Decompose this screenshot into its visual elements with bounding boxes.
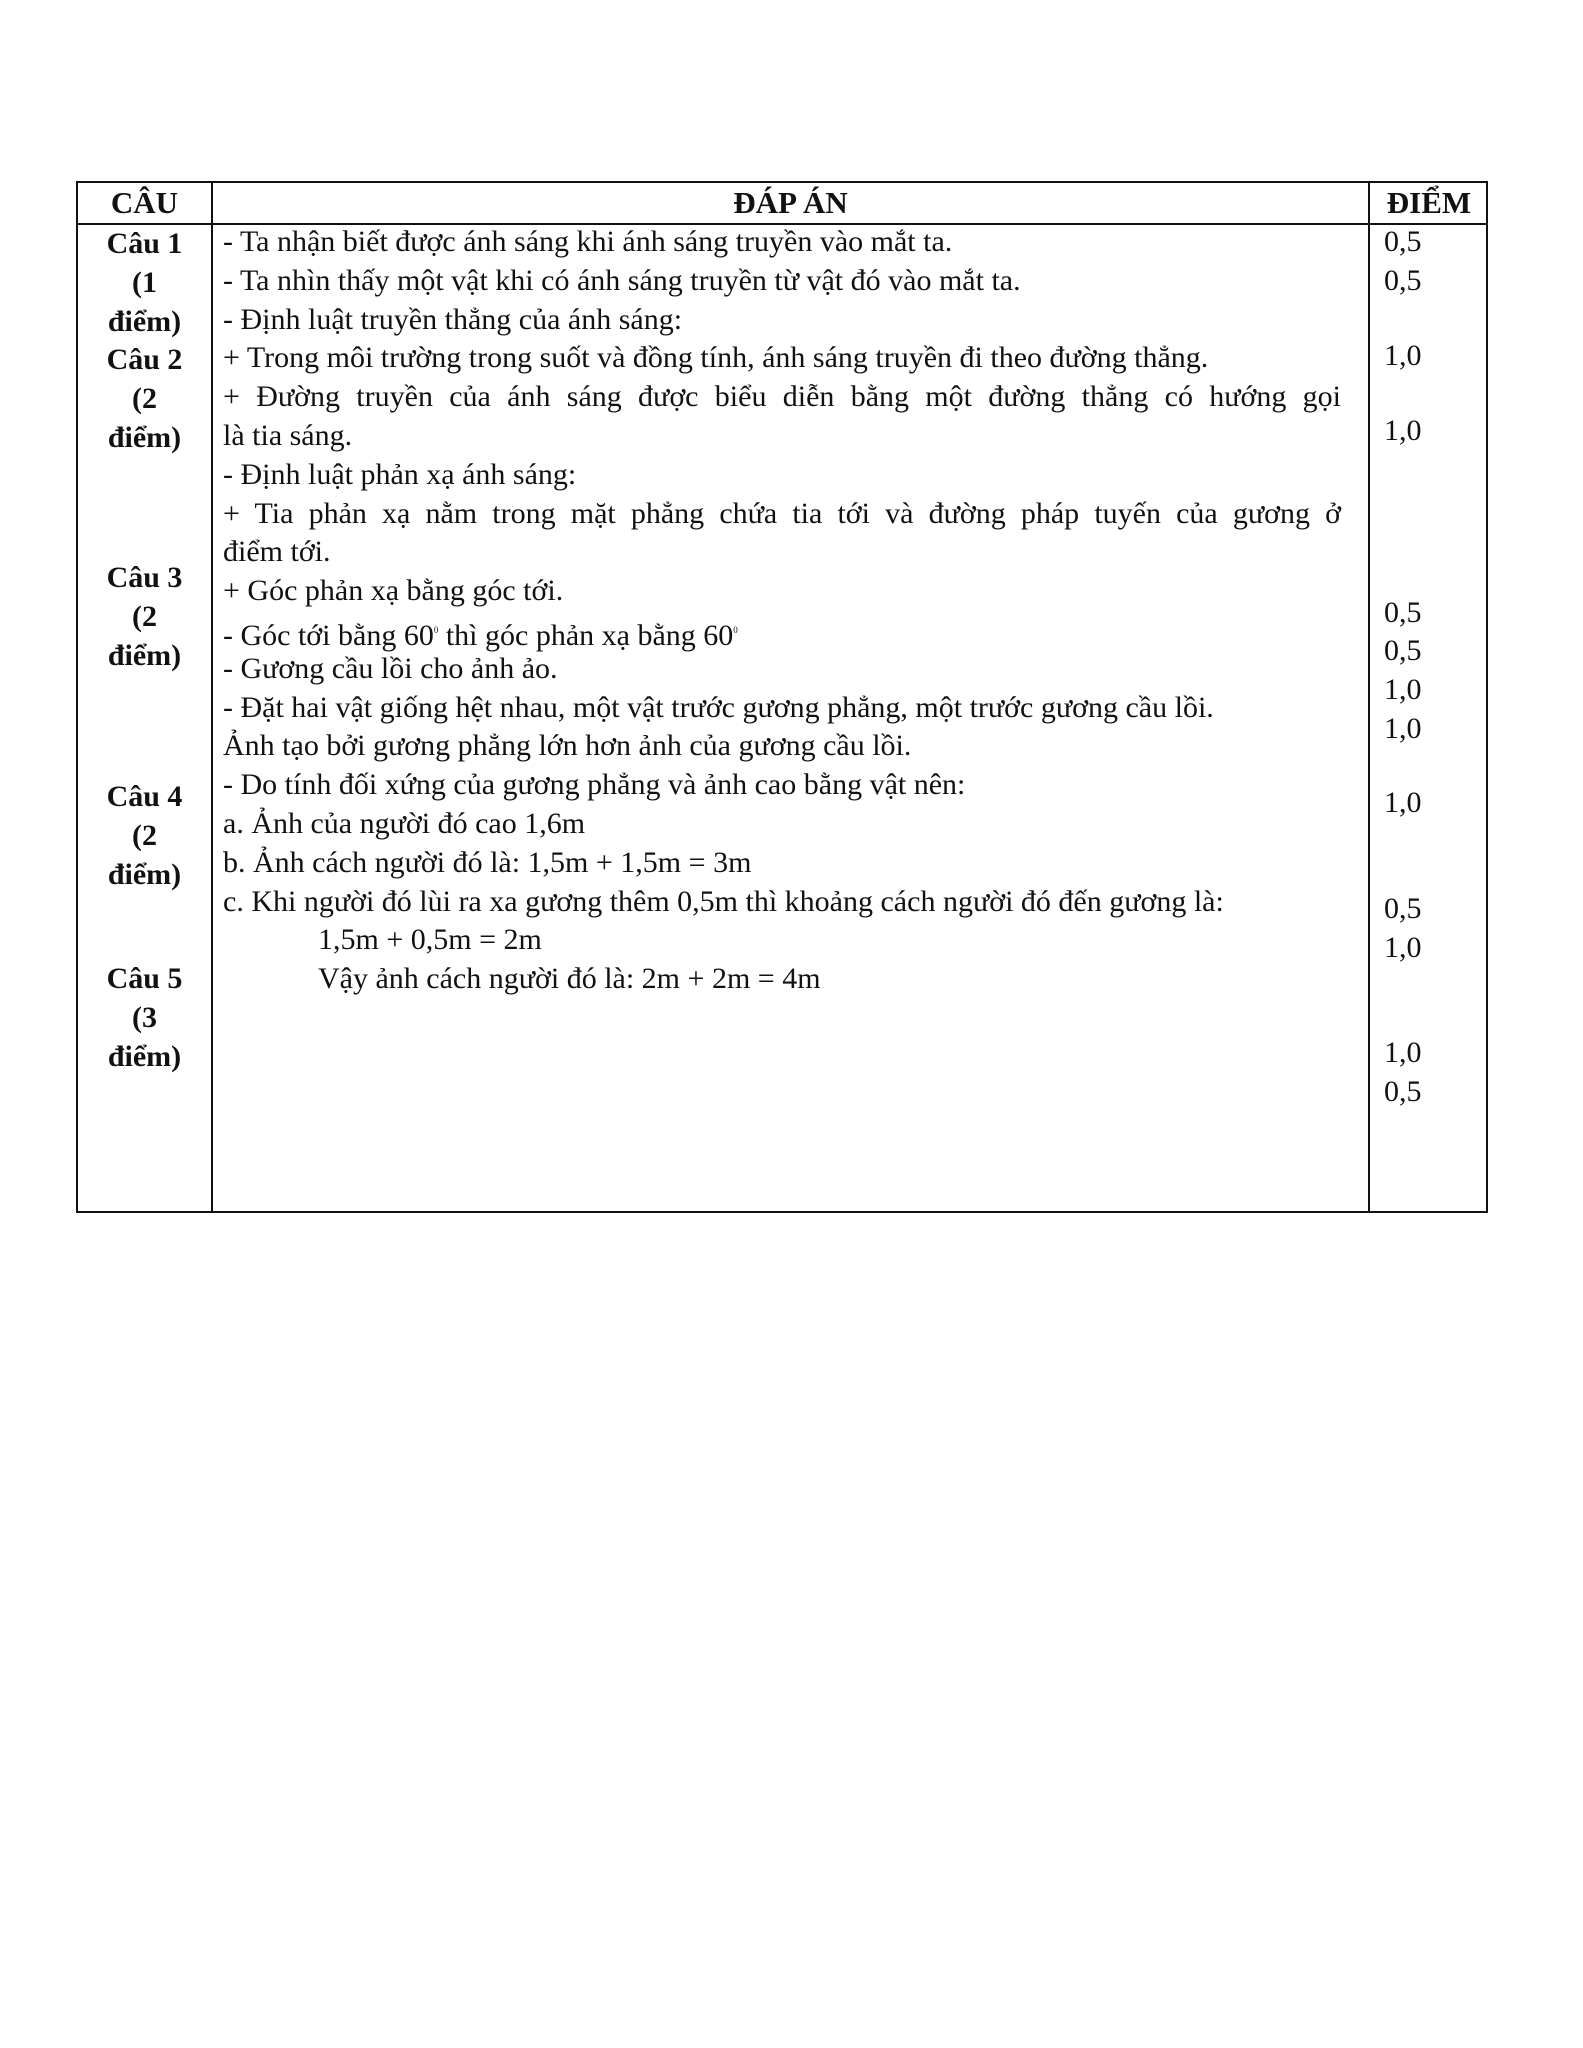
question-points: (3 — [132, 1000, 157, 1034]
header-diem: ĐIỂM — [1386, 185, 1472, 220]
score-value: 1,0 — [1384, 712, 1422, 745]
question-3 — [78, 559, 211, 675]
question-points: điểm) — [107, 420, 182, 454]
score-value: 0,5 — [1384, 225, 1422, 258]
answer-line: Vậy ảnh cách người đó là: 2m + 2m = 4m — [318, 962, 821, 996]
answer-line: điểm tới. — [223, 535, 331, 569]
answer-line: c. Khi người đó lùi ra xa gương thêm 0,5m thì khoảng cách người đó đến gương là: — [223, 884, 1224, 918]
score-value: 1,0 — [1384, 673, 1422, 706]
answer-line: + Góc phản xạ bằng góc tới. — [223, 574, 564, 608]
answer-line: a. Ảnh của người đó cao 1,6m — [223, 806, 586, 840]
answer-line: - Đặt hai vật giống hệt nhau, một vật trước gương phẳng, một trước gương cầu lồi. — [223, 690, 1214, 724]
question-points: điểm) — [107, 1039, 182, 1073]
score-value: 0,5 — [1384, 264, 1422, 297]
column-divider — [211, 183, 213, 1211]
answer-line: + Trong môi trường trong suốt và đồng tính, ánh sáng truyền đi theo đường thẳng. — [223, 341, 1209, 375]
answer-line: - Ta nhận biết được ánh sáng khi ánh sáng truyền vào mắt ta. — [223, 225, 953, 258]
score-value: 1,0 — [1384, 786, 1422, 819]
answer-text: - Góc tới bằng 60 — [223, 618, 434, 652]
answer-text: thì góc phản xạ bằng 60 — [438, 618, 734, 652]
question-points: (1 — [132, 265, 157, 299]
header-cau: CÂU — [110, 185, 179, 220]
score-value: 1,0 — [1384, 1036, 1422, 1069]
question-label: Câu 4 — [106, 780, 183, 813]
answer-key-table — [76, 181, 1488, 1213]
score-value: 1,0 — [1384, 414, 1422, 447]
question-2 — [78, 341, 211, 457]
column-divider — [1368, 183, 1370, 1211]
degree-mark: 0 — [733, 624, 738, 635]
answer-line: - Định luật phản xạ ánh sáng: — [223, 457, 577, 491]
answer-line: - Định luật truyền thẳng của ánh sáng: — [223, 302, 683, 336]
question-label: Câu 2 — [106, 343, 183, 376]
score-value: 1,0 — [1384, 339, 1422, 372]
answer-line: b. Ảnh cách người đó là: 1,5m + 1,5m = 3m — [223, 845, 752, 879]
answer-line: 1,5m + 0,5m = 2m — [318, 923, 542, 957]
answer-line: Ảnh tạo bởi gương phẳng lớn hơn ảnh của gương cầu lồi. — [223, 729, 912, 763]
answer-line-angle — [223, 611, 1341, 650]
answer-line: là tia sáng. — [223, 418, 353, 452]
answer-line: + Tia phản xạ nằm trong mặt phẳng chứa tia tới và đường pháp tuyến của gương ở — [223, 496, 1341, 530]
score-value: 0,5 — [1384, 892, 1422, 925]
answer-column — [223, 223, 1341, 999]
question-points: điểm) — [107, 304, 182, 338]
question-points: (2 — [132, 818, 157, 852]
question-points: (2 — [132, 381, 157, 415]
question-points: điểm) — [107, 857, 182, 891]
question-label: Câu 1 — [106, 227, 183, 260]
question-label: Câu 5 — [106, 962, 183, 995]
question-4 — [78, 778, 211, 894]
score-value: 0,5 — [1384, 1075, 1422, 1108]
question-label: Câu 3 — [106, 561, 183, 594]
answer-line: - Ta nhìn thấy một vật khi có ánh sáng truyền từ vật đó vào mắt ta. — [223, 263, 1021, 297]
score-value: 1,0 — [1384, 931, 1422, 964]
question-points: điểm) — [107, 638, 182, 672]
degree-mark: 0 — [433, 624, 439, 635]
question-points: (2 — [132, 599, 157, 633]
score-value: 0,5 — [1384, 634, 1422, 667]
score-value: 0,5 — [1384, 596, 1422, 629]
question-5 — [78, 960, 211, 1076]
answer-line: - Do tính đối xứng của gương phẳng và ảnh cao bằng vật nên: — [223, 768, 966, 802]
header-dap-an: ĐÁP ÁN — [733, 185, 848, 220]
answer-line: + Đường truyền của ánh sáng được biểu diễn bằng một đường thẳng có hướng gọi — [223, 380, 1341, 414]
question-1 — [78, 225, 211, 341]
answer-line: - Gương cầu lồi cho ảnh ảo. — [223, 651, 558, 685]
